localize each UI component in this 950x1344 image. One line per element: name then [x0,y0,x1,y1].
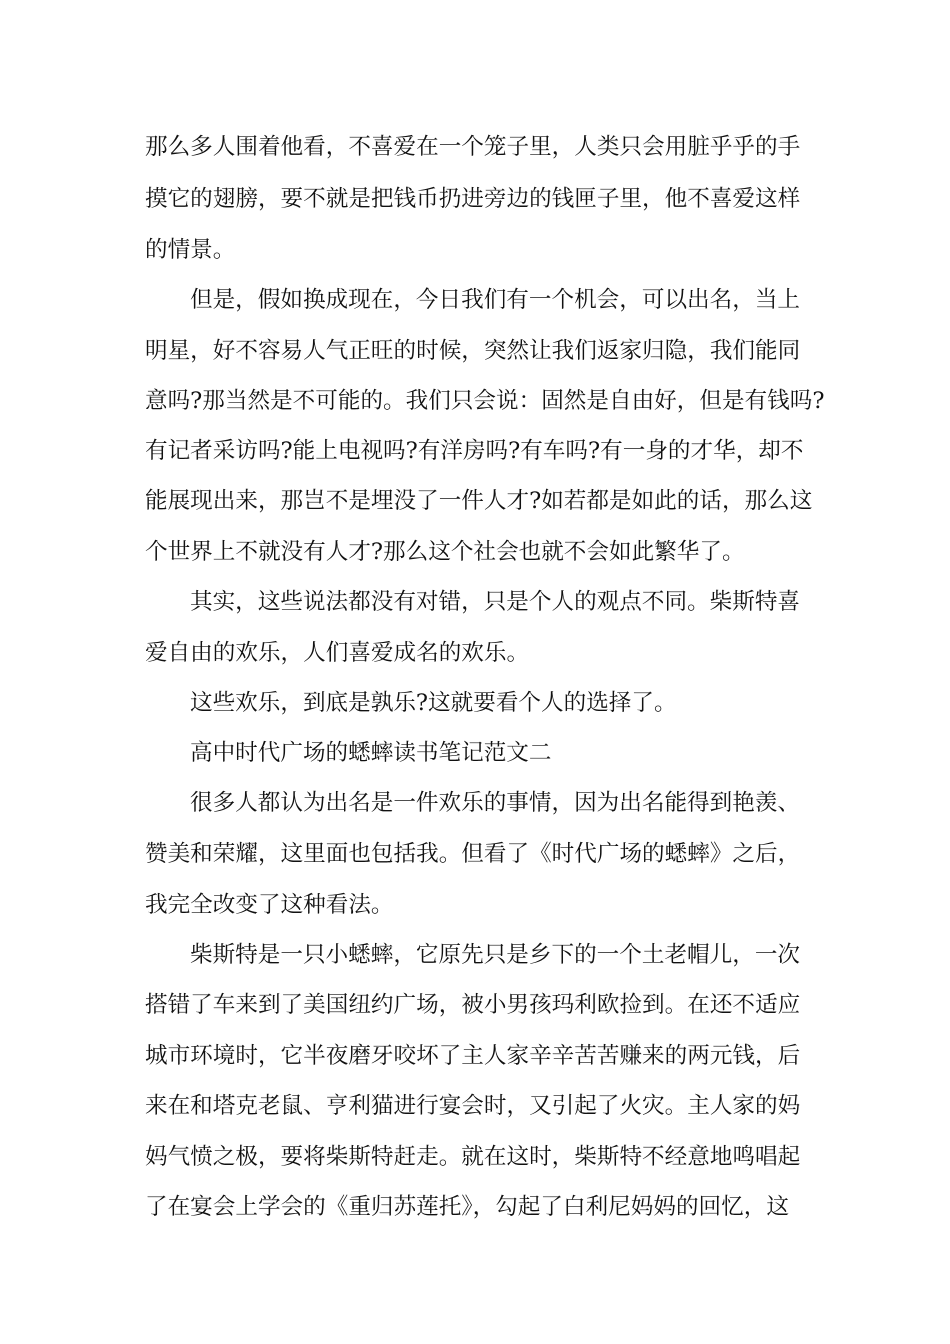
text-line: 很多人都认为出名是一件欢乐的事情，因为出名能得到艳羡、 [190,790,801,816]
text-line: 个世界上不就没有人才?那么这个社会也就不会如此繁华了。 [145,539,745,565]
text-line: 爱自由的欢乐，人们喜爱成名的欢乐。 [145,640,530,666]
text-line: 柴斯特是一只小蟋蟀，它原先只是乡下的一个土老帽儿，一次 [190,942,801,968]
text-line: 来在和塔克老鼠、亨利猫进行宴会时，又引起了火灾。主人家的妈 [145,1093,801,1119]
text-line: 了在宴会上学会的《重归苏莲托》，勾起了白利尼妈妈的回忆，这 [145,1194,789,1220]
text-line: 那么多人围着他看，不喜爱在一个笼子里，人类只会用脏乎乎的手 [145,134,801,160]
text-line: 妈气愤之极，要将柴斯特赶走。就在这时，柴斯特不经意地鸣唱起 [145,1144,801,1170]
text-line: 有记者采访吗?能上电视吗?有洋房吗?有车吗?有一身的才华，却不 [145,438,804,464]
text-line: 但是，假如换成现在，今日我们有一个机会，可以出名，当上 [190,287,801,313]
text-line: 城市环境时，它半夜磨牙咬坏了主人家辛辛苦苦赚来的两元钱，后 [145,1043,801,1069]
text-line: 赞美和荣耀，这里面也包括我。但看了《时代广场的蟋蟀》之后， [145,841,801,867]
text-line: 其实，这些说法都没有对错，只是个人的观点不同。柴斯特喜 [190,589,801,615]
section-heading: 高中时代广场的蟋蟀读书笔记范文二 [190,740,552,766]
text-line: 摸它的翅膀，要不就是把钱币扔进旁边的钱匣子里，他不喜爱这样 [145,186,801,212]
text-line: 意吗?那当然是不可能的。我们只会说：固然是自由好，但是有钱吗? [145,388,825,414]
text-line: 我完全改变了这种看法。 [145,892,394,918]
text-line: 能展现出来，那岂不是埋没了一件人才?如若都是如此的话，那么这 [145,488,813,514]
text-line: 这些欢乐，到底是孰乐?这就要看个人的选择了。 [190,690,677,716]
text-line: 搭错了车来到了美国纽约广场，被小男孩玛利欧捡到。在还不适应 [145,992,801,1018]
text-line: 的情景。 [145,237,236,263]
text-line: 明星，好不容易人气正旺的时候，突然让我们返家归隐，我们能同 [145,338,801,364]
